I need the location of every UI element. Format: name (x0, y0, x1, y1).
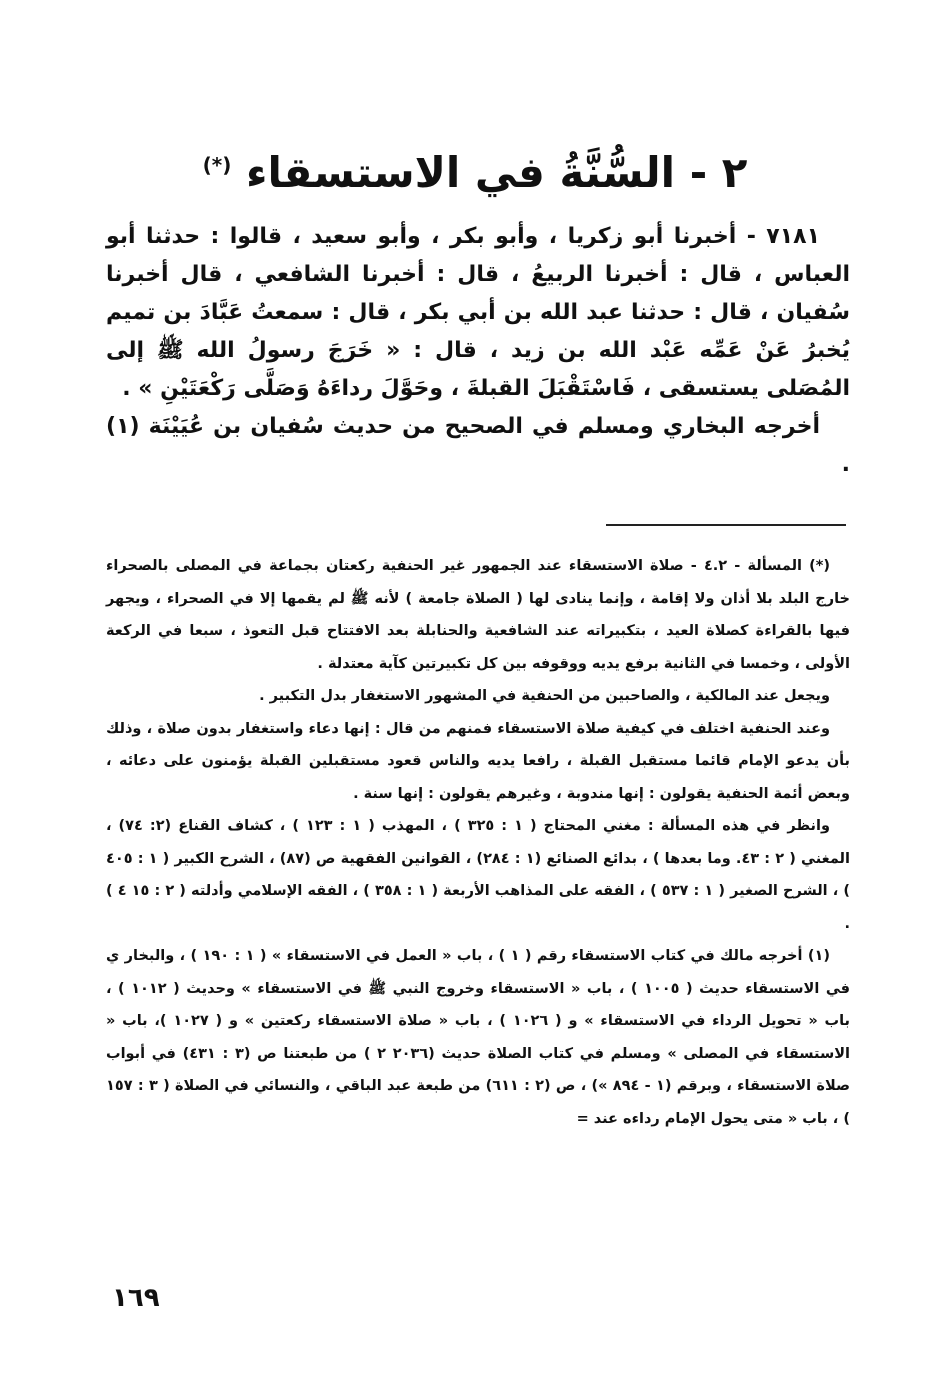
main-text (106, 218, 850, 484)
chapter-heading (200, 148, 750, 197)
footnote-paragraph: ويجعل عند المالكية ، والصاحبين من الحنفية في المشهور الاستغفار بدل التكبير . (259, 688, 830, 704)
footnote-paragraph: (*) المسألة - ٤.٢ - صلاة الاستسقاء عند الجمهور غير الحنفية ركعتان بجماعة في المصلى بالصحراء خارج البلد بلا أذان ولا إقامة ، وإنما ينادى لها ( الصلاة جامعة ) لأنه ﷺ لم يقمها إلا في الصحراء ، ويجهر فيها بالقراءة كصلاة العيد ، بتكبيراته عند الشافعية والحنابلة بعد الافتتاح قبل التعوذ ، سبعا في الركعة الأولى ، وخمسا في الثانية برفع يديه ووقوفه بين كل تكبيرتين كآية معتدلة . (106, 558, 850, 672)
footnote-paragraph: وعند الحنفية اختلف في كيفية صلاة الاستسقاء فمنهم من قال : إنها دعاء واستغفار بدون صلاة ، وذلك بأن يدعو الإمام قائما مستقبل القبلة ، رافعا يديه والناس قعود مستقبلين القبلة يؤمنون على دعائه ، وبعض أئمة الحنفية يقولون : إنها مندوبة ، وغيرهم يقولون : إنها سنة . (106, 720, 850, 802)
hadith-paragraph: ٧١٨١ - أخبرنا أبو زكريا ، وأبو بكر ، وأبو سعيد ، قالوا : حدثنا أبو العباس ، قال : أخبرنا الربيعُ ، قال : أخبرنا الشافعي ، قال أخبرنا سُفيان ، قال : حدثنا عبد الله بن أبي بكر ، قال : سمعتُ عَبَّادَ بن تميم يُخبرُ عَنْ عَمِّه عَبْد الله بن زيد ، قال : « خَرَجَ رسولُ الله ﷺ إلى المُصَلى يستسقى ، فَاسْتَقْبَلَ القبلةَ ، وحَوَّلَ رداءَهُ وَصَلَّى رَكْعَتَيْنِ » . (106, 224, 850, 401)
footnote-paragraph: (١) أخرجه مالك في كتاب الاستسقاء رقم ( ١ ) ، باب « العمل في الاستسقاء » ( ١ : ١٩٠ ) ، والبخار ي في الاستسقاء حديث ( ١٠٠٥ ) ، باب « الاستسقاء وخروج النبي ﷺ في الاستسقاء » وحديث ( ١٠١٢ ) ، باب « تحويل الرداء في الاستسقاء » و ( ١٠٢٦ ) ، باب « صلاة الاستسقاء ركعتين » و ( ١٠٢٧ )، باب « الاستسقاء في المصلى » ومسلم في كتاب الصلاة حديث (٢٠٣٦ ٢ ) من طبعتنا ص (٣ : ٤٣١) في أبواب صلاة الاستسقاء ، وبرقم (١ - ٨٩٤ ») ، ص (٢ : ٦١١) من طبعة عبد الباقي ، والنسائي في الصلاة ( ٣ : ١٥٧ ) ، باب « متى يحول الإمام رداءه عند = (106, 948, 850, 1127)
footnote-divider (606, 524, 846, 526)
footnote-marker: (*) (202, 153, 232, 177)
takhrij-paragraph: أخرجه البخاري ومسلم في الصحيح من حديث سُفيان بن عُيَيْنَة (١) . (106, 414, 850, 477)
footnote-paragraph: وانظر في هذه المسألة : مغني المحتاج ( ١ : ٣٢٥ ) ، المهذب ( ١ : ١٢٣ ) ، كشاف القناع (٢: ٧٤) ، المغني ( ٢ : ٤٣. وما بعدها ) ، بدائع الصنائع (١ : ٢٨٤) ، القوانين الفقهية ص (٨٧) ، الشرح الكبير ( ١ : ٤٠٥ ) ، الشرح الصغير ( ١ : ٥٣٧ ) ، الفقه على المذاهب الأربعة ( ١ : ٣٥٨ ) ، الفقه الإسلامي وأدلته ( ٢ : ١٥ ٤ ) . (106, 818, 850, 932)
page-number: ١٦٩ (112, 1283, 160, 1313)
footnotes (106, 550, 850, 1135)
chapter-title: ٢ - السُّنَّةُ في الاستسقاء (245, 148, 748, 197)
